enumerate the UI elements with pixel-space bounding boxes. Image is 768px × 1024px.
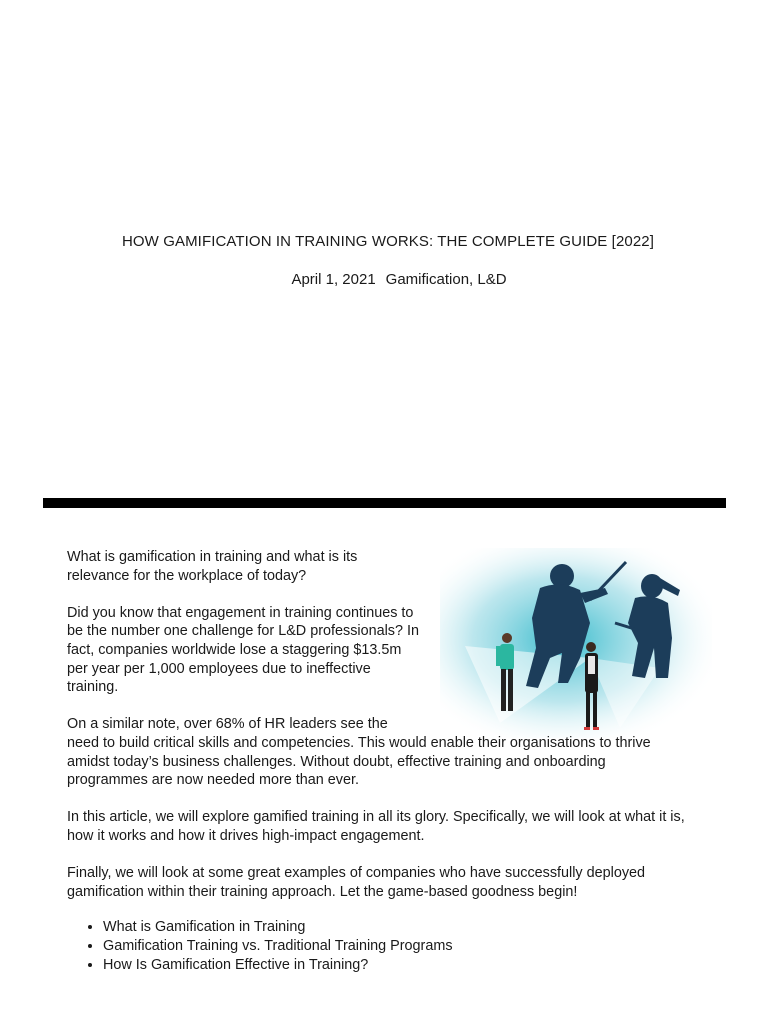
article-title: HOW GAMIFICATION IN TRAINING WORKS: THE COMPLETE GUIDE [2022] <box>121 233 654 250</box>
article-body <box>67 548 712 920</box>
article-scope-paragraph: In this article, we will explore gamified training in all its glory. Specifically, we will look at what it is, how it works and how it drives high-impact engagement. <box>67 809 685 844</box>
table-of-contents <box>85 918 453 975</box>
intro-paragraph: What is gamification in training and what is its relevance for the workplace of today? <box>67 549 358 584</box>
hr-leaders-rest: need to build critical skills and competencies. This would enable their organisations to thrive amidst today’s business challenges. Without doubt, effective training and onboarding programmes are now needed more than ever. <box>67 734 651 789</box>
toc-item-what-is-gamification[interactable]: • What is Gamification in Training <box>103 918 453 937</box>
toc-item-effectiveness[interactable]: • How Is Gamification Effective in Training? <box>103 956 453 975</box>
hr-leaders-text <box>67 715 712 789</box>
hr-leaders-paragraph <box>67 715 712 789</box>
article-date: April 1, 2021 <box>291 271 376 288</box>
hr-leaders-first-line: On a similar note, over 68% of HR leaders see the <box>67 716 388 733</box>
article-categories[interactable]: Gamification, L&D <box>385 271 507 288</box>
engagement-paragraph: Did you know that engagement in training continues to be the number one challenge for L&D professionals? In fact, companies worldwide lose a staggering $13.5m per year per 1,000 employees due to ineffective training. <box>67 604 419 696</box>
article-meta <box>0 271 768 288</box>
examples-paragraph: Finally, we will look at some great examples of companies who have successfully deployed gamification within their training approach. Let the game-based goodness begin! <box>67 865 646 900</box>
toc-item-gamification-vs-traditional[interactable]: • Gamification Training vs. Traditional Training Programs <box>103 937 453 956</box>
header-divider <box>43 498 726 508</box>
